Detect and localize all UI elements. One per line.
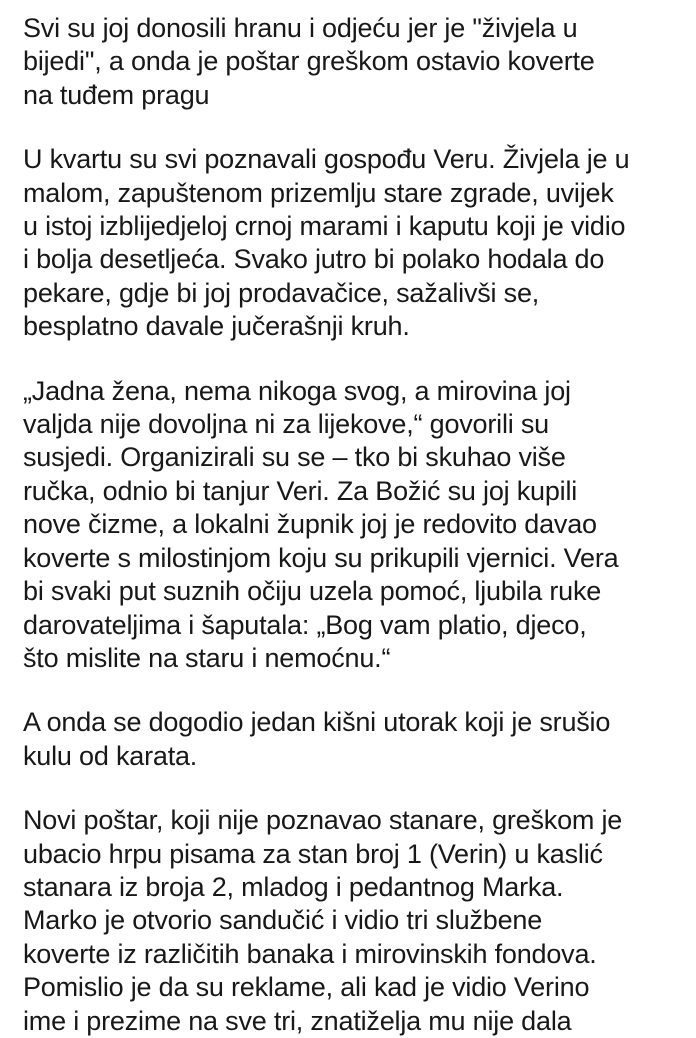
text-line: Novi poštar, koji nije poznavao stanare, greškom je	[23, 805, 623, 836]
text-line: darovateljima i šaputala: „Bog vam platio, djeco,	[23, 609, 587, 640]
text-line: bijedi", a onda je poštar greškom ostavio koverte	[23, 46, 595, 77]
text-line: Pomislio je da su reklame, ali kad je vidio Verino	[23, 972, 590, 1003]
text-line: malom, zapuštenom prizemlju stare zgrade, uvijek	[23, 177, 614, 208]
text-line: pekare, gdje bi joj prodavačice, sažalivši se,	[23, 277, 540, 308]
text-line: Marko je otvorio sandučić i vidio tri službene	[23, 905, 543, 936]
paragraph	[23, 12, 678, 112]
paragraph	[23, 375, 678, 676]
text-line: ubacio hrpu pisama za stan broj 1 (Verin) u kaslić	[23, 838, 603, 869]
text-line: koverte s milostinjom koju su prikupili vjernici. Vera	[23, 542, 619, 573]
text-line: Svi su joj donosili hranu i odjeću jer je "živjela u	[23, 13, 578, 43]
text-line: što mislite na staru i nemoćnu.“	[23, 642, 391, 673]
text-line: „Jadna žena, nema nikoga svog, a mirovina joj	[23, 375, 571, 406]
text-line: na tuđem pragu	[23, 79, 210, 110]
text-line: ime i prezime na sve tri, znatiželja mu nije dala	[23, 1005, 572, 1036]
text-line: koverte iz različitih banaka i mirovinskih fondova.	[23, 938, 597, 969]
text-line: valjda nije dovoljna ni za lijekove,“ govorili su	[23, 409, 549, 440]
paragraph	[23, 143, 678, 343]
text-line: kulu od karata.	[23, 740, 198, 771]
text-line: ručka, odnio bi tanjur Veri. Za Božić su joj kupili	[23, 475, 578, 506]
paragraph	[23, 804, 678, 1038]
text-line: u istoj izblijedjeloj crnoj marami i kaputu koji je vidio	[23, 211, 626, 242]
text-line: nove čizme, a lokalni župnik joj je redovito davao	[23, 509, 597, 540]
text-line: A onda se dogodio jedan kišni utorak koji je srušio	[23, 707, 611, 738]
text-line: stanara iz broja 2, mladog i pedantnog Marka.	[23, 871, 564, 902]
text-line: i bolja desetljeća. Svako jutro bi polako hodala do	[23, 244, 605, 275]
text-line: bi svaki put suznih očiju uzela pomoć, ljubila ruke	[23, 576, 602, 607]
paragraph	[23, 706, 678, 773]
text-line: U kvartu su svi poznavali gospođu Veru. Živjela je u	[23, 144, 630, 175]
text-line: besplatno davale jučerašnji kruh.	[23, 311, 410, 342]
text-line: susjedi. Organizirali su se – tko bi skuhao više	[23, 442, 566, 473]
